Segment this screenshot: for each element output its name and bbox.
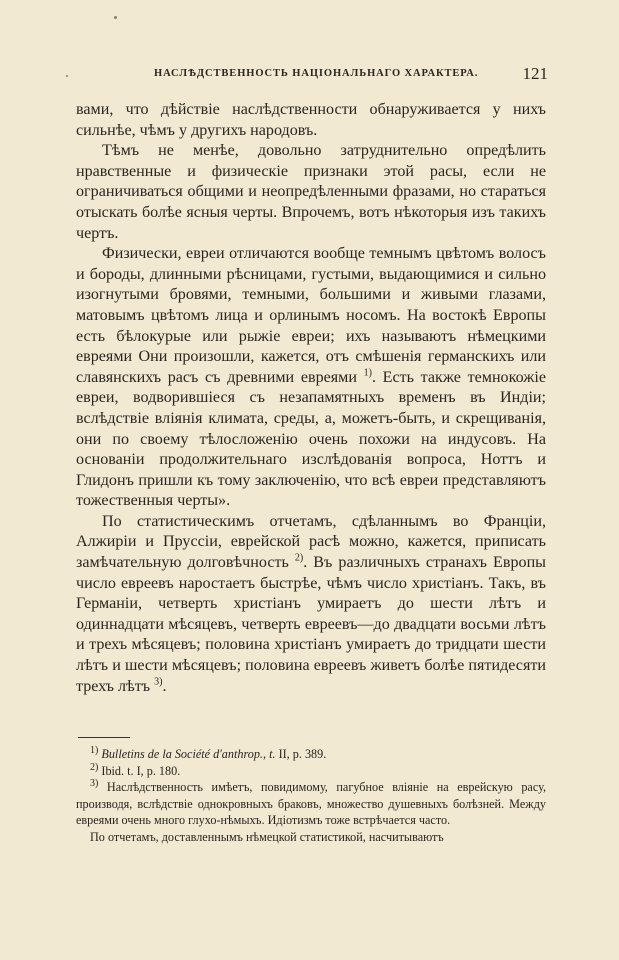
page-number: 121 (522, 64, 548, 83)
footnote-ref: 2) (294, 552, 304, 564)
page-header (70, 64, 550, 84)
footnote-continuation: По отчетамъ, доставленнымъ нѣмецкой статистикой, насчитываютъ (90, 829, 444, 844)
paragraph: Тѣмъ не менѣе, довольно затруднительно опредѣлить нравственные и физическіе признаки этой расы, если не ограничиваться общими и неопредѣленными фразами, но стараться отыскать болѣе ясныя черты. Впрочемъ, вотъ нѣкоторыя изъ такихъ чертъ. (76, 142, 546, 242)
footnote: $^{1)}$ Bulletins de la Société d'anthrop., t. II, p. 389. (90, 744, 327, 761)
page-speck (114, 16, 117, 19)
paragraph: вами, что дѣйствіе наслѣдственности обнаруживается у нихъ сильнѣе, чѣмъ у другихъ народовъ. (76, 101, 546, 139)
running-title: НАСЛѢДСТВЕННОСТЬ НАЦІОНАЛЬНАГО ХАРАКТЕРА. (154, 68, 479, 79)
footnote-ref: 3) (154, 676, 163, 688)
footnotes (76, 746, 546, 845)
paragraph: Физически, евреи отличаются вообще темнымъ цвѣтомъ волосъ и бороды, длинными рѣсницами, густыми, выдающимися и сильно изогнутыми бровями, темными, большими и живыми глазами, матовымъ цвѣтомъ лица и орлинымъ носомъ. На востокѣ Европы есть бѣлокурые или рыжіе евреи; ихъ называютъ нѣмецкими евреями Они произошли, кажется, отъ смѣшенія германскихъ или славянскихъ расъ съ древними евреями $^{1)}$. Есть также темнокожіе евреи, водворившіеся съ незапамятныхъ временъ въ Индіи; вслѣдствіе вліянія климата, среды, а, можетъ-быть, и скрещиванія, они по своему тѣлосложенію очень похожи на индусовъ. На основаніи продолжительнаго изслѣдованія вопроса, Ноттъ и Глидонъ пришли къ тому заключенію, что всѣ евреи представляютъ тожественныя черты». (76, 245, 546, 510)
footnote: $^{2)}$ Ibid. t. I, p. 180. (90, 761, 181, 778)
main-text (76, 100, 546, 697)
footnote-divider (78, 737, 130, 738)
footnote: $^{3)}$ Наслѣдственность имѣетъ, повидимому, пагубное вліяніе на еврейскую расу, производя, вслѣдствіе однокровныхъ браковъ, множество душевныхъ болѣзней. Между евреями очень много глухо-нѣмыхъ. Идіотизмъ тоже встрѣчается часто. (76, 777, 547, 827)
page-speck (66, 75, 68, 77)
footnote-ref: 1) (363, 367, 372, 379)
paragraph: По статистическимъ отчетамъ, сдѣланнымъ во Франціи, Алжиріи и Пруссіи, еврейской расѣ можно, кажется, приписать замѣчательную долговѣчность $^{2)}$. Въ различныхъ странахъ Европы число евреевъ наростаетъ быстрѣе, чѣмъ число христіанъ. Такъ, въ Германіи, четверть христіанъ умираетъ до шести лѣтъ и одиннадцати мѣсяцевъ, четверть евреевъ—до двадцати восьми лѣтъ и трехъ мѣсяцевъ; половина христіанъ умираетъ до тридцати шести лѣтъ и шести мѣсяцевъ; половина евреевъ живетъ болѣе пятидесяти трехъ лѣтъ $^{3)}$. (76, 512, 546, 695)
